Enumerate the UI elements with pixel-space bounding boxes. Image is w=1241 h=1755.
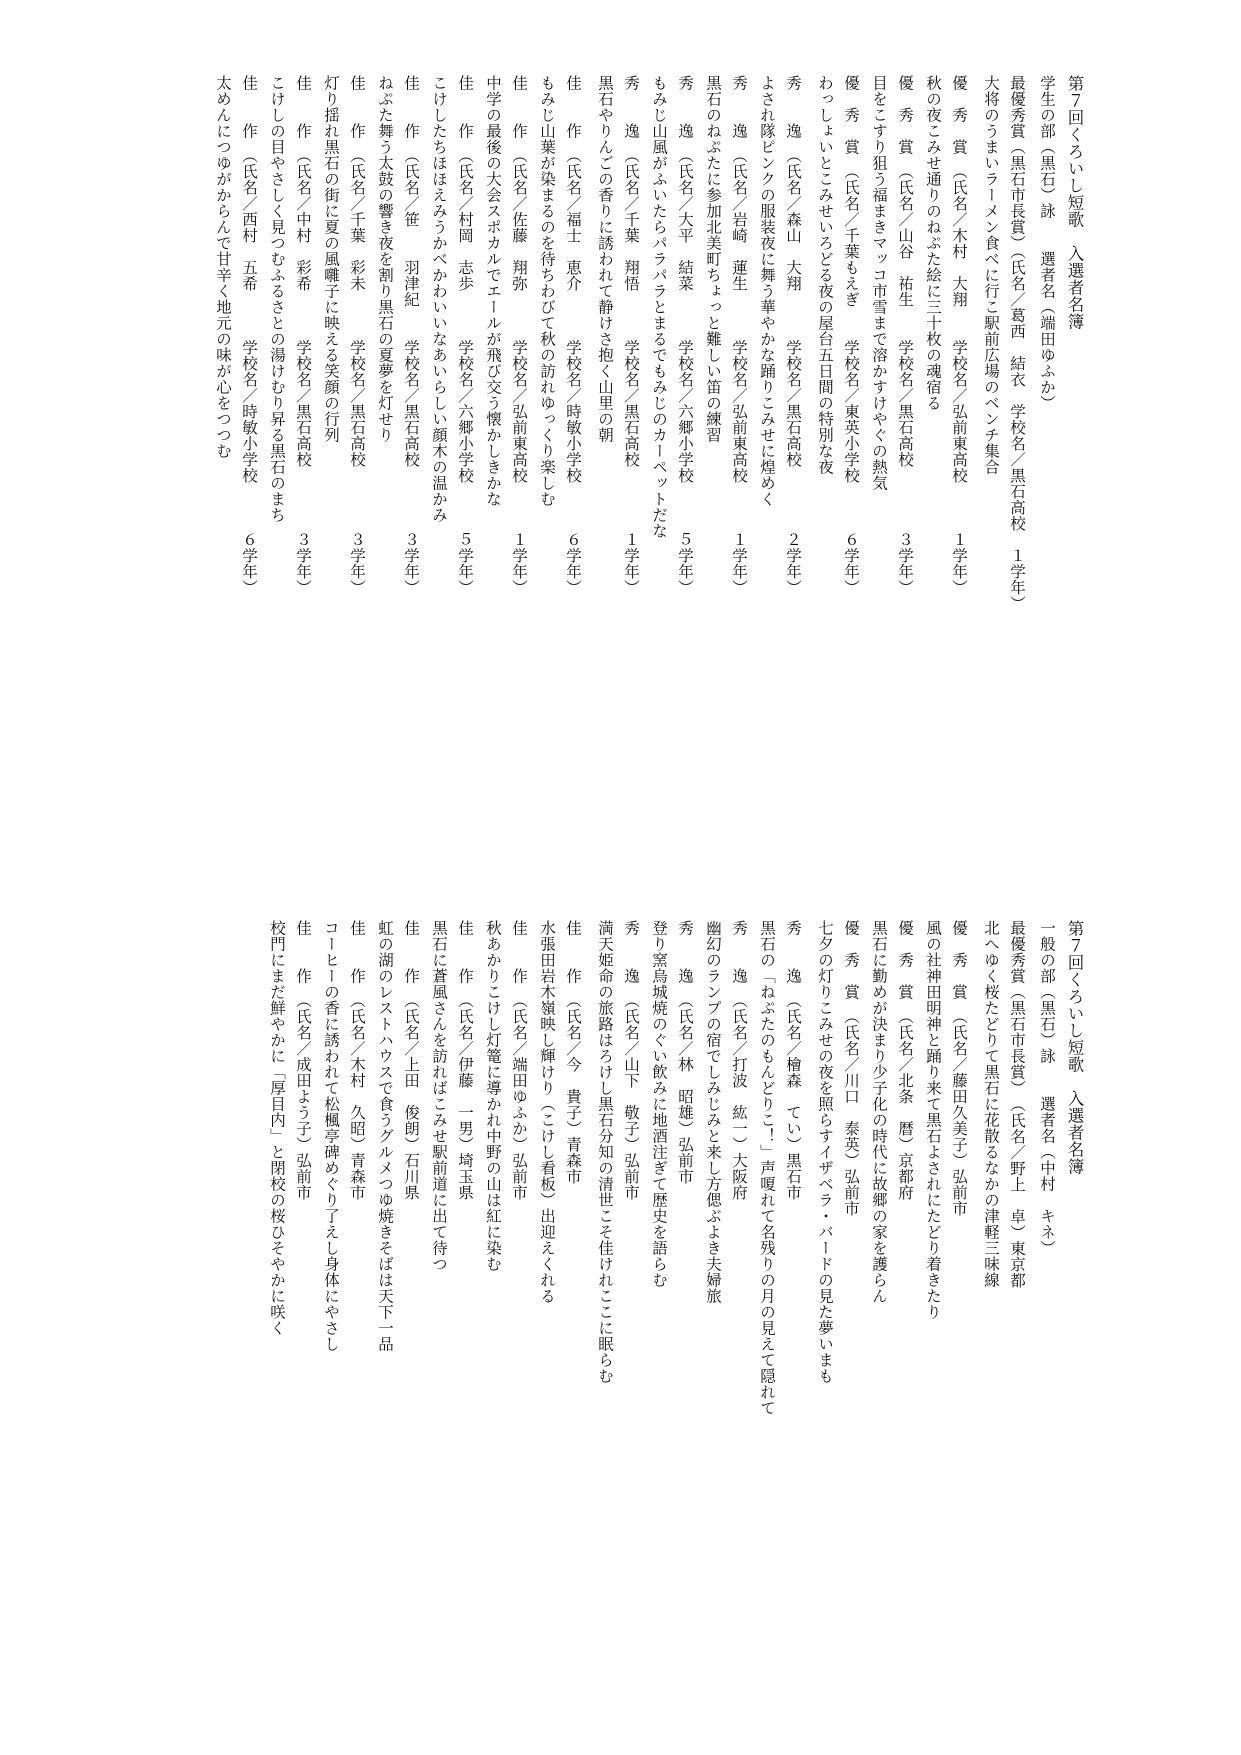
general-entry-header: 秀 逸 （氏名／檜森 てい）黒石市 <box>784 920 802 1201</box>
general-division <box>232 920 1082 1480</box>
student-entry-poem: よされ隊ピンクの服装夜に舞う華やかな踊りこみせに煌めく <box>758 75 776 507</box>
student-entry-header: 秀 逸 （氏名／大平 結菜 学校名／六郷小学校 ５学年） <box>676 75 694 596</box>
general-entry-header: 優 秀 賞 （氏名／北条 暦）京都府 <box>896 920 914 1201</box>
student-entry-header: 秀 逸 （氏名／森山 大翔 学校名／黒石高校 ２学年） <box>784 75 802 596</box>
general-entry-poem: 黒石の「ねぷたのもんどりこ！」声嗄れて名残りの月の見えて隠れて <box>758 920 776 1416</box>
general-entry-poem: 満天姫命の旅路はろけし黒石分知の清世こそ佳けれここに眠らむ <box>596 920 614 1384</box>
general-entry-header: 秀 逸 （氏名／打波 紘一）大阪府 <box>730 920 748 1201</box>
student-entry-poem: こけしの目やさしく見つむふるさとの湯けむり昇る黒石のまち <box>268 75 286 523</box>
student-entry-header: 佳 作 （氏名／笹 羽津紀 学校名／黒石高校 ３学年） <box>402 75 420 596</box>
student-entry-poem: わっしょいとこみせいろどる夜の屋台五日間の特別な夜 <box>816 75 834 475</box>
general-entry-poem: 登り窯烏城焼のぐい飲みに地酒注ぎて歴史を語らむ <box>650 920 668 1288</box>
student-entry-poem: 太めんにつゆがからんで甘辛く地元の味が心をつつむ <box>214 75 232 459</box>
student-entry-header: 優 秀 賞 （氏名／山谷 祐生 学校名／黒石高校 ３学年） <box>896 75 914 596</box>
student-entry-header: 秀 逸 （氏名／千葉 翔悟 学校名／黒石高校 １学年） <box>622 75 640 596</box>
student-entry-header: 最優秀賞（黒石市長賞）（氏名／葛西 結衣 学校名／黒石高校 １学年） <box>1008 75 1026 612</box>
student-entry-header: 佳 作 （氏名／西村 五希 学校名／時敏小学校 ６学年） <box>240 75 258 596</box>
student-division-label: 学生の部（黒石）詠 選者名（端田ゆふか） <box>1038 75 1056 411</box>
student-entry-header: 優 秀 賞 （氏名／木村 大翔 学校名／弘前東高校 １学年） <box>950 75 968 596</box>
general-entry-poem: 七夕の灯りこみせの夜を照らすイザベラ・バードの見た夢いまも <box>816 920 834 1384</box>
student-division <box>214 75 1084 635</box>
student-entry-poem: もみじ山風がふいたらパラパラとまるでもみじのカーペットだな <box>650 75 668 539</box>
student-entry-header: 佳 作 （氏名／中村 彩希 学校名／黒石高校 ３学年） <box>294 75 312 596</box>
general-entry-poem: 虹の湖のレストハウスで食うグルメつゆ焼きそばは天下一品 <box>376 920 394 1352</box>
general-title: 第７回くろいし短歌 入選者名簿 <box>1065 920 1084 1175</box>
general-entry-header: 優 秀 賞 （氏名／川口 泰英）弘前市 <box>842 920 860 1217</box>
general-entry-poem: 水張田岩木嶺映し輝けり（こけし看板）出迎えくれる <box>538 920 556 1304</box>
student-entry-poem: 黒石のねぷたに参加北美町ちょっと難しい笛の練習 <box>704 75 722 443</box>
student-entry-poem: 中学の最後の大会スポカルでエールが飛び交う懐かしきかな <box>484 75 502 507</box>
student-title: 第７回くろいし短歌 入選者名簿 <box>1065 75 1084 330</box>
student-entry-header: 佳 作 （氏名／千葉 彩未 学校名／黒石高校 ３学年） <box>348 75 366 596</box>
general-entry-poem: 校門にまだ鮮やかに「厚目内」と閉校の桜ひそやかに咲く <box>268 920 286 1336</box>
student-entry-poem: 秋の夜こみせ通りのねぷた絵に三十枚の魂宿る <box>924 75 942 411</box>
student-entry-header: 佳 作 （氏名／村岡 志歩 学校名／六郷小学校 ５学年） <box>456 75 474 596</box>
general-entry-poem: 北へゆく桜たどりて黒石に花散るなかの津軽三味線 <box>982 920 1000 1288</box>
general-entry-header: 佳 作 （氏名／成田よう子）弘前市 <box>294 920 312 1201</box>
student-entry-header: 佳 作 （氏名／福士 恵介 学校名／時敏小学校 ６学年） <box>564 75 582 596</box>
general-entry-header: 最優秀賞（黒石市長賞） （氏名／野上 卓）東京都 <box>1008 920 1026 1289</box>
student-entry-header: 佳 作 （氏名／佐藤 翔弥 学校名／弘前東高校 １学年） <box>510 75 528 596</box>
general-entry-poem: 幽幻のランプの宿でしみじみと来し方偲ぶよき夫婦旅 <box>704 920 722 1304</box>
general-entry-header: 佳 作 （氏名／端田ゆふか）弘前市 <box>510 920 528 1201</box>
general-entry-poem: 風の社神田明神と踊り来て黒石よされにたどり着きたり <box>924 920 942 1320</box>
general-entry-header: 秀 逸 （氏名／林 昭雄）弘前市 <box>676 920 694 1185</box>
student-entry-poem: もみじ山葉が染まるのを待ちわびて秋の訪れゆっくり楽しむ <box>538 75 556 507</box>
general-division-label: 一般の部（黒石）詠 選者名（中村 キネ） <box>1038 920 1056 1256</box>
general-entry-header: 佳 作 （氏名／今 貴子）青森市 <box>564 920 582 1185</box>
general-entry-poem: 黒石に勤めが決まり少子化の時代に故郷の家を護らん <box>870 920 888 1304</box>
student-entry-poem: 灯り揺れ黒石の街に夏の風囃子に映える笑顔の行列 <box>322 75 340 443</box>
student-entry-poem: 黒石やりんごの香りに誘われて静けさ抱く山里の朝 <box>596 75 614 443</box>
student-entry-poem: こけしたちほほえみうかべかわいいなあいらしい顔木の温かみ <box>430 75 448 523</box>
general-entry-poem: 秋あかりこけし灯篭に導かれ中野の山は紅に染む <box>484 920 502 1272</box>
student-entry-header: 優 秀 賞 （氏名／千葉もえぎ 学校名／東英小学校 ６学年） <box>842 75 860 596</box>
general-entry-header: 佳 作 （氏名／木村 久昭）青森市 <box>348 920 366 1201</box>
general-entry-header: 秀 逸 （氏名／山下 敬子）弘前市 <box>622 920 640 1201</box>
general-entry-poem: 黒石に蒼風さんを訪ればこみせ駅前道に出て待つ <box>430 920 448 1272</box>
general-entry-header: 優 秀 賞 （氏名／藤田久美子）弘前市 <box>950 920 968 1217</box>
general-entry-header: 佳 作 （氏名／伊藤 一男）埼玉県 <box>456 920 474 1201</box>
student-entry-header: 秀 逸 （氏名／岩崎 蓮生 学校名／弘前東高校 １学年） <box>730 75 748 596</box>
student-entry-poem: 大将のうまいラーメン食べに行こ駅前広場のベンチ集合 <box>982 75 1000 475</box>
general-entry-poem: コーヒーの香に誘われて松楓亭碑めぐり了えし身体にやさし <box>322 920 340 1352</box>
student-entry-poem: 目をこすり狙う福まきマッコ市雪まで溶かすけやぐの熱気 <box>870 75 888 491</box>
general-entry-header: 佳 作 （氏名／上田 俊朗）石川県 <box>402 920 420 1201</box>
student-entry-poem: ねぷた舞う太鼓の響き夜を割り黒石の夏夢を灯せり <box>376 75 394 443</box>
